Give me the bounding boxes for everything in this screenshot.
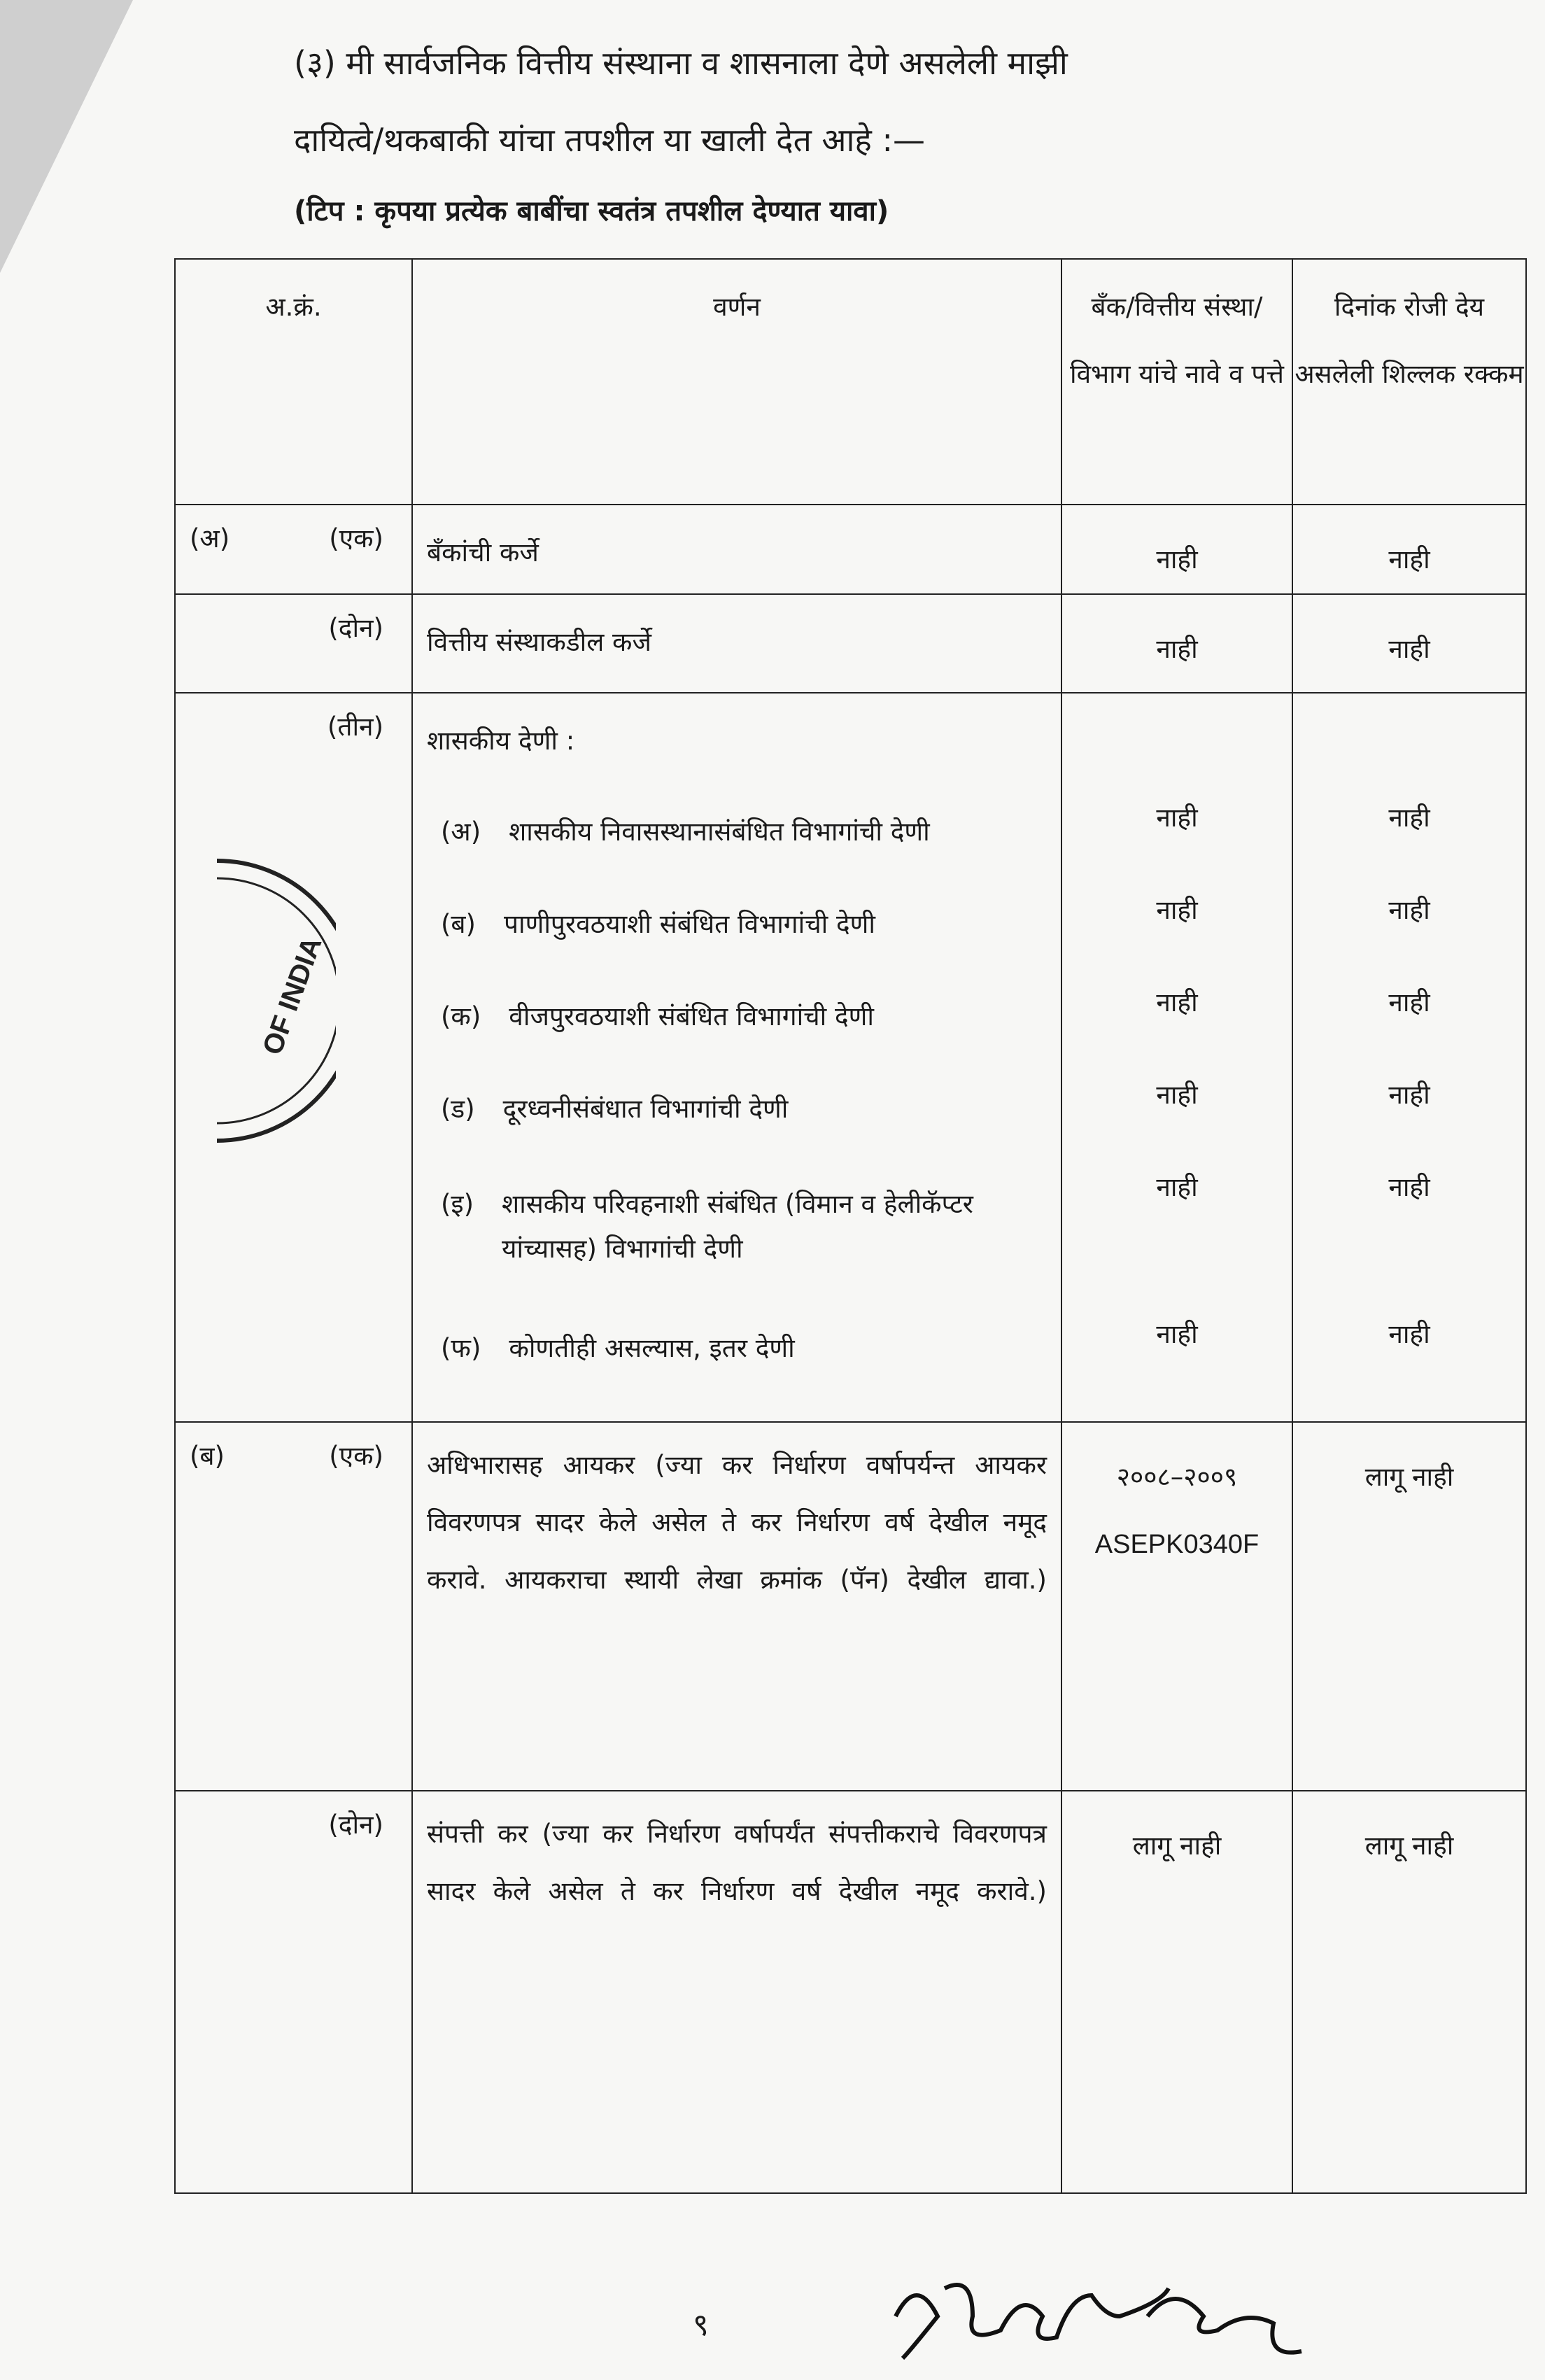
item-number: (दोन) [328, 1810, 383, 1840]
item-number: (तीन) [327, 712, 383, 742]
sub-item: (क) वीजपुरवठयाशी संबंधित विभागांची देणी [441, 1001, 874, 1031]
header-amount: दिनांक रोजी देय असलेली शिल्लक रक्कम [1292, 259, 1526, 505]
section-label: (अ) [190, 523, 230, 554]
amount-value: नाही [1388, 1319, 1430, 1349]
assessment-year: २००८–२००९ [1116, 1462, 1238, 1492]
institution-value: नाही [1061, 594, 1292, 693]
amount-value: नाही [1388, 987, 1430, 1018]
sub-item: (फ) कोणतीही असल्यास, इतर देणी [441, 1333, 795, 1363]
item-number: (दोन) [328, 613, 383, 643]
institution-value: नाही [1156, 987, 1198, 1018]
institution-value: नाही [1156, 895, 1198, 925]
institution-value: नाही [1156, 803, 1198, 833]
institution-value: लागू नाही [1061, 1791, 1292, 2193]
section-label: (ब) [190, 1441, 225, 1471]
header-institution: बँक/वित्तीय संस्था/ विभाग यांचे नावे व पत्ते [1061, 259, 1292, 505]
sub-item: (इ) शासकीय परिवहनाशी संबंधित (विमान व हेलीकॅप्टर यांच्यासह) विभागांची देणी [441, 1189, 973, 1264]
sub-item: (अ) शासकीय निवासस्थानासंबंधित विभागांची देणी [441, 817, 930, 847]
table-header-row [175, 259, 1526, 505]
table-row [175, 1791, 1526, 2193]
notary-stamp-icon [175, 847, 336, 1155]
svg-text:OF INDIA: OF INDIA [257, 933, 328, 1059]
amount-value: नाही [1292, 505, 1526, 594]
heading-line-1: (३) मी सार्वजनिक वित्तीय संस्थाना व शासनाला देणे असलेली माझी [294, 44, 1068, 82]
table-row [175, 594, 1526, 693]
description: संपत्ती कर (ज्या कर निर्धारण वर्षापर्यंत संपत्तीकराचे विवरणपत्र सादर केले असेल ते कर निर्धारण वर्ष देखील नमूद करावे.) [412, 1791, 1061, 2193]
liabilities-table [174, 258, 1527, 2194]
heading-note: (टिप : कृपया प्रत्येक बाबींचा स्वतंत्र तपशील देण्यात यावा) [294, 195, 889, 227]
amount-value: नाही [1388, 803, 1430, 833]
header-serial: अ.क्रं. [175, 259, 412, 505]
table-row [175, 1422, 1526, 1791]
item-number: (एक) [329, 523, 383, 554]
table-row [175, 693, 1526, 1422]
heading-line-2: दायित्वे/थकबाकी यांचा तपशील या खाली देत आहे :— [294, 121, 925, 159]
signature-icon [882, 2232, 1329, 2372]
amount-value: लागू नाही [1292, 1791, 1526, 2193]
amount-value: नाही [1388, 895, 1430, 925]
description: बँकांची कर्जे [412, 505, 1061, 594]
amount-value: नाही [1388, 1172, 1430, 1202]
sub-item: (ब) पाणीपुरवठयाशी संबंधित विभागांची देणी [441, 909, 876, 939]
institution-value: नाही [1156, 1172, 1198, 1202]
pan-number: ASEPK0340F [1094, 1530, 1260, 1559]
amount-value: नाही [1292, 594, 1526, 693]
amount-value: लागू नाही [1292, 1422, 1526, 1791]
amount-value: नाही [1388, 1080, 1430, 1110]
description: शासकीय देणी : [427, 726, 575, 756]
description: वित्तीय संस्थाकडील कर्जे [412, 594, 1061, 693]
page-number: ९ [693, 2307, 709, 2343]
folded-corner [0, 0, 133, 273]
description: अधिभारासह आयकर (ज्या कर निर्धारण वर्षापर्यन्त आयकर विवरणपत्र सादर केले असेल ते कर निर्धारण वर्ष देखील नमूद करावे. आयकराचा स्थायी लेखा क्रमांक (पॅन) देखील द्यावा.) [412, 1422, 1061, 1791]
header-description: वर्णन [412, 259, 1061, 505]
sub-item: (ड) दूरध्वनीसंबंधात विभागांची देणी [441, 1094, 789, 1124]
table-row [175, 505, 1526, 594]
institution-value: नाही [1156, 1319, 1198, 1349]
institution-value: नाही [1061, 505, 1292, 594]
institution-value: नाही [1156, 1080, 1198, 1110]
item-number: (एक) [329, 1441, 383, 1471]
